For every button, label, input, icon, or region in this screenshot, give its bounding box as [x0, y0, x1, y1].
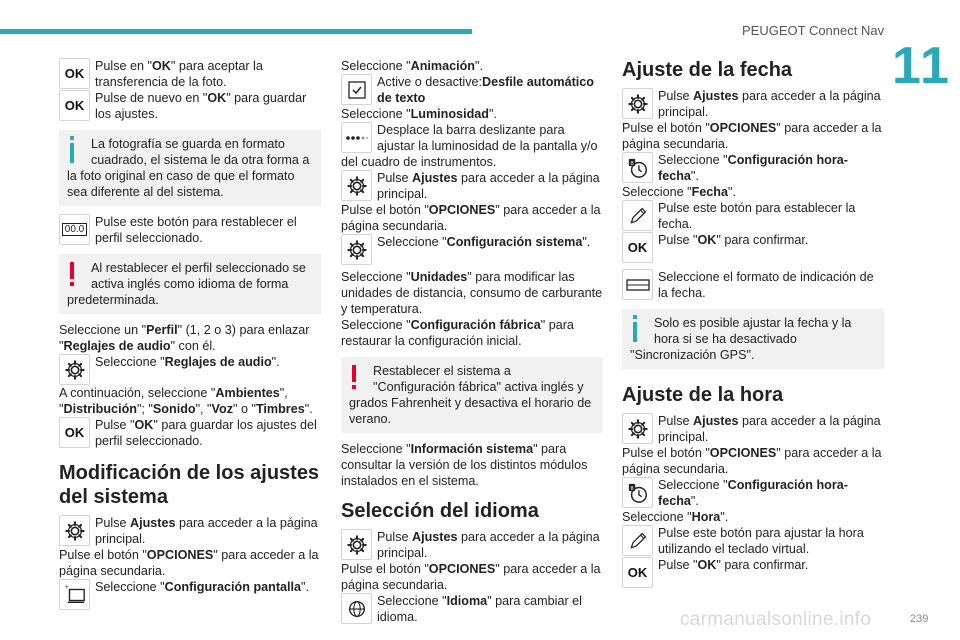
step-date-format: Seleccione el formato de indicación de la fecha.	[622, 269, 884, 301]
chapter-number: 11	[892, 37, 951, 95]
section-heading: Ajuste de la hora	[622, 384, 784, 406]
header-title: PEUGEOT Connect Nav	[742, 23, 885, 38]
ok-button-icon: OK	[622, 232, 653, 263]
step-settings: Pulse Ajustes para acceder a la página principal.	[341, 529, 603, 561]
page-number: 239	[910, 613, 929, 625]
ok-button-icon: OK	[59, 58, 90, 89]
step-audio: Seleccione "Reglajes de audio".	[59, 354, 321, 385]
warning-icon	[67, 260, 85, 290]
step-settings: Pulse Ajustes para acceder a la página principal.	[622, 88, 884, 120]
ok-button-icon: OK	[622, 557, 653, 588]
step-set-date: Pulse este botón para establecer la fecha.	[622, 200, 884, 232]
language-icon	[341, 593, 372, 624]
step-ok-date: OK Pulse "OK" para confirmar.	[622, 232, 884, 263]
reset-counter-icon: 00.0	[59, 214, 90, 245]
column-2: Seleccione "Animación". Active o desactive:Desfile automático de texto Seleccione "Luminosidad". Desplace la barra deslizante para ajustar la luminosidad de la pantalla y/o del cuadro de instrumentos. Pulse Ajustes para acceder a la página principal. Pulse el botón "OPCIONES" para acceder a la página secundaria. Seleccione "Configuración sistema". Seleccione "Unidades" para modificar las unidades de distancia, consumo de carburante y temperatura. Seleccione "Configuración fábrica" para restaurar la configuración inicial. Restablecer el sistema a "Configuración fábrica" activa inglés y grados Fahrenheit y desactiva el horario de verano. Seleccione "Información sistema" para consultar la versión de los distintos módulos instalados en el sistema. Selección del idioma Pulse Ajustes para acceder a la página principal. Pulse el botón "OPCIONES" para acceder a la página secundaria. Seleccione "Idioma" para cambiar el idioma.	[341, 59, 603, 624]
step-brightness: Desplace la barra deslizante para ajustar la luminosidad de la pantalla y/o del cuadro de instrumentos.	[341, 123, 598, 169]
slider-dots-icon	[341, 122, 372, 153]
pen-icon	[622, 200, 653, 231]
step-ok-save: OK Pulse de nuevo en "OK" para guardar los ajustes.	[59, 90, 321, 122]
watermark: carmanualsonline.info	[680, 609, 872, 630]
gear-icon	[341, 529, 372, 560]
gear-icon	[622, 413, 653, 444]
column-3: Ajuste de la fecha Pulse Ajustes para acceder a la página principal. Pulse el botón "OPCIONES" para acceder a la página secundaria. Seleccione "Configuración hora-fecha". Seleccione "Fecha". Pulse este botón para establecer la fecha. OK Pulse "OK" para confirmar. Seleccione el formato de indicación de la fecha. Solo es posible ajustar la fecha y la hora si se ha desactivado "Sincronización GPS". Ajuste de la hora Pulse Ajustes para acceder a la página principal. Pulse el botón "OPCIONES" para acceder a la página secundaria. Seleccione "Configuración hora-fecha". Seleccione "Hora". Pulse este botón para ajustar la hora utilizando el teclado virtual. OK Pulse "OK" para confirmar.	[622, 58, 884, 588]
step-ok-time: OK Pulse "OK" para confirmar.	[622, 557, 884, 588]
gear-icon	[622, 88, 653, 119]
step-settings: Pulse Ajustes para acceder a la página principal.	[622, 413, 884, 445]
screen-brightness-icon	[59, 579, 90, 610]
column-1: OK Pulse en "OK" para aceptar la transferencia de la foto. OK Pulse de nuevo en "OK" para guardar los ajustes. La fotografía se guarda en formato cuadrado, el sistema le da otra forma a la foto original en caso de que el formato sea diferente al del sistema. 00.0 Pulse este botón para restablecer el perfil seleccionado. Al restablecer el perfil seleccionado se activa inglés como idioma de forma predeterminada. Seleccione un "Perfil" (1, 2 o 3) para enlazar "Reglajes de audio" con él. Seleccione "Reglajes de audio". A continuación, seleccione "Ambientes", "Distribución"; "Sonido", "Voz" o "Timbres". OK Pulse "OK" para guardar los ajustes del perfil seleccionado. Modificación de los ajustes del sistema Pulse Ajustes para acceder a la página principal. Pulse el botón "OPCIONES" para acceder a la página secundaria. Seleccione "Configuración pantalla".	[59, 58, 321, 610]
step-settings: Pulse Ajustes para acceder a la página principal.	[341, 170, 603, 202]
info-note: Solo es posible ajustar la fecha y la hora si se ha desactivado "Sincronización GPS".	[622, 309, 884, 369]
gear-icon	[341, 170, 372, 201]
step-set-time: Pulse este botón para ajustar la hora utilizando el teclado virtual.	[622, 525, 884, 557]
step-reset-profile: 00.0 Pulse este botón para restablecer el perfil seleccionado.	[59, 214, 321, 246]
step-screen-config: Seleccione "Configuración pantalla".	[59, 579, 321, 595]
gear-icon	[341, 234, 372, 265]
section-heading: Modificación de los ajustes del sistema	[59, 462, 320, 508]
step-datetime-config: Seleccione "Configuración hora-fecha".	[622, 152, 884, 184]
step-system-config: Seleccione "Configuración sistema".	[341, 234, 603, 265]
info-icon	[67, 136, 85, 166]
warning-icon	[349, 363, 367, 393]
step-text-scroll: Active o desactive:Desfile automático de texto	[341, 74, 603, 106]
step-language: Seleccione "Idioma" para cambiar el idioma.	[341, 593, 603, 625]
step-ok-profile: OK Pulse "OK" para guardar los ajustes del perfil seleccionado.	[59, 417, 321, 449]
info-note: La fotografía se guarda en formato cuadrado, el sistema le da otra forma a la foto original en caso de que el formato sea diferente al del sistema.	[59, 130, 321, 206]
pen-icon	[622, 525, 653, 556]
warning-note: Restablecer el sistema a "Configuración fábrica" activa inglés y grados Fahrenheit y desactiva el horario de verano.	[341, 357, 603, 433]
gear-icon	[59, 354, 90, 385]
section-heading: Selección del idioma	[341, 500, 539, 522]
step-datetime-config: Seleccione "Configuración hora-fecha".	[622, 477, 884, 509]
section-heading: Ajuste de la fecha	[622, 59, 793, 81]
header-accent-bar	[0, 29, 472, 34]
checkbox-icon	[341, 74, 372, 105]
info-icon	[630, 315, 648, 345]
ok-button-icon: OK	[59, 90, 90, 121]
step-settings: Pulse Ajustes para acceder a la página principal.	[59, 515, 321, 547]
clock-icon	[622, 152, 653, 183]
clock-icon	[622, 477, 653, 508]
ok-button-icon: OK	[59, 417, 90, 448]
format-bar-icon	[622, 269, 653, 300]
step-ok-accept: OK Pulse en "OK" para aceptar la transferencia de la foto.	[59, 58, 321, 90]
gear-icon	[59, 515, 90, 546]
warning-note: Al restablecer el perfil seleccionado se activa inglés como idioma de forma predeterminada.	[59, 254, 321, 314]
